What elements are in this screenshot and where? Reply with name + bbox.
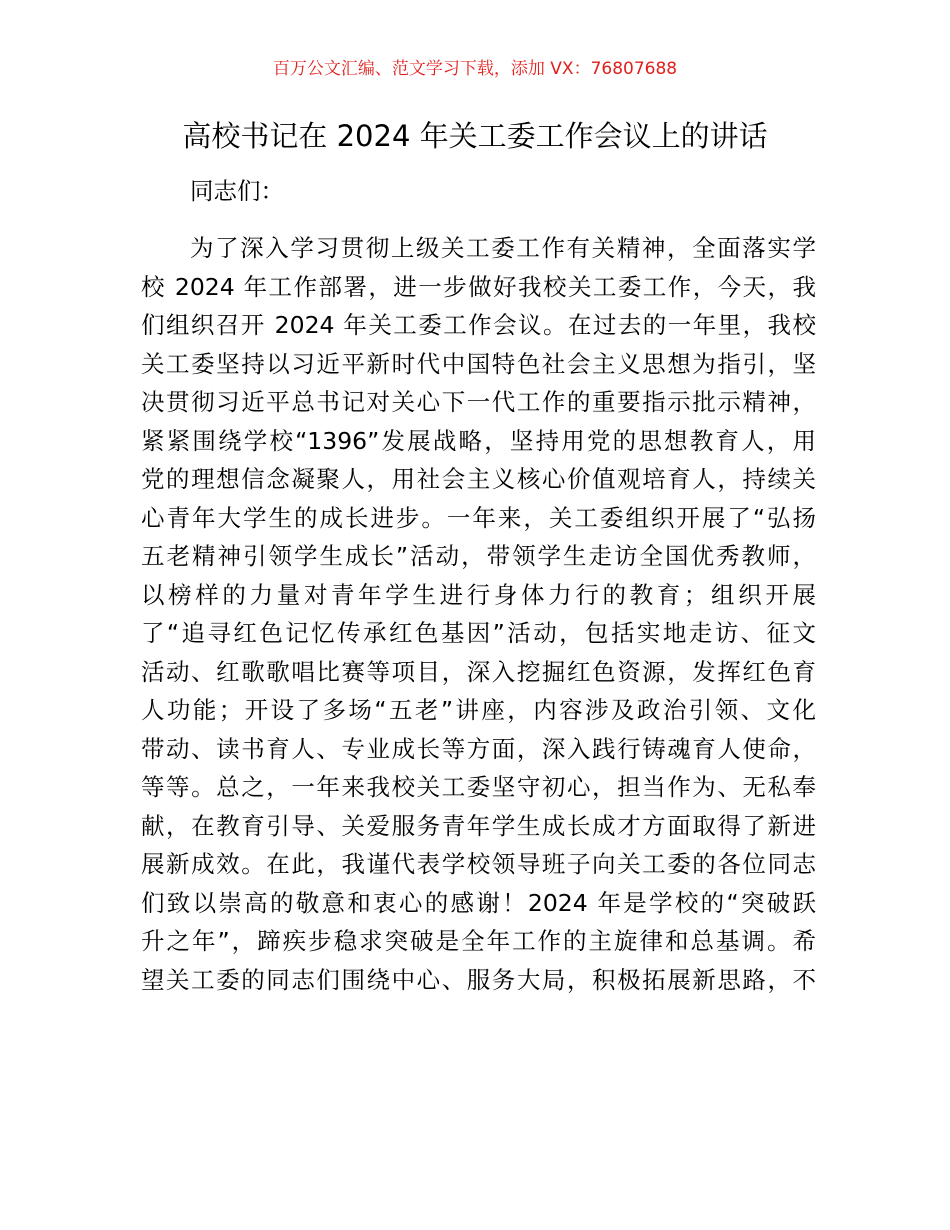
document-title: 高校书记在 2024 年关工委工作会议上的讲话 — [182, 119, 768, 153]
body-line: 展新成效。在此，我谨代表学校领导班子向关工委的各位同志 — [141, 850, 816, 878]
body-line: 带动、读书育人、专业成长等方面，深入践行铸魂育人使命， — [141, 734, 816, 763]
body-line: 紧紧围绕学校“1396”发展战略，坚持用党的思想教育人，用 — [141, 426, 816, 455]
body-line: 活动、红歌歌唱比赛等项目，深入挖掘红色资源，发挥红色育 — [141, 657, 816, 686]
body-line: 党的理想信念凝聚人，用社会主义核心价值观培育人，持续关 — [141, 465, 816, 493]
body-line: 们致以崇高的敬意和衷心的感谢！2024 年是学校的“突破跃 — [141, 888, 816, 917]
body-line: 以榜样的力量对青年学生进行身体力行的教育；组织开展 — [141, 580, 816, 609]
body-line: 决贯彻习近平总书记对关心下一代工作的重要指示批示精神， — [141, 388, 816, 416]
body-line: 校 2024 年工作部署，进一步做好我校关工委工作，今天，我 — [141, 272, 816, 301]
body-line: 等等。总之，一年来我校关工委坚守初心，担当作为、无私奉 — [141, 773, 816, 801]
body-line: 望关工委的同志们围绕中心、服务大局，积极拓展新思路，不 — [141, 965, 816, 994]
body-line: 献，在教育引导、关爱服务青年学生成长成才方面取得了新进 — [141, 811, 816, 840]
body-line: 关工委坚持以习近平新时代中国特色社会主义思想为指引，坚 — [141, 349, 816, 378]
body-line: 们组织召开 2024 年关工委工作会议。在过去的一年里，我校 — [141, 311, 816, 339]
body-paragraph — [141, 229, 816, 999]
header-banner: 百万公文汇编、范文学习下载，添加 VX：76807688 — [272, 59, 678, 79]
body-line: 升之年”，蹄疾步稳求突破是全年工作的主旋律和总基调。希 — [141, 927, 816, 955]
body-line: 五老精神引领学生成长”活动，带领学生走访全国优秀教师， — [141, 542, 816, 570]
body-line: 心青年大学生的成长进步。一年来，关工委组织开展了“弘扬 — [141, 503, 816, 532]
salutation: 同志们： — [190, 177, 284, 205]
body-line: 人功能；开设了多场“五老”讲座，内容涉及政治引领、文化 — [141, 696, 816, 724]
body-line: 为了深入学习贯彻上级关工委工作有关精神，全面落实学 — [190, 234, 816, 262]
body-line: 了“追寻红色记忆传承红色基因”活动，包括实地走访、征文 — [141, 619, 816, 647]
